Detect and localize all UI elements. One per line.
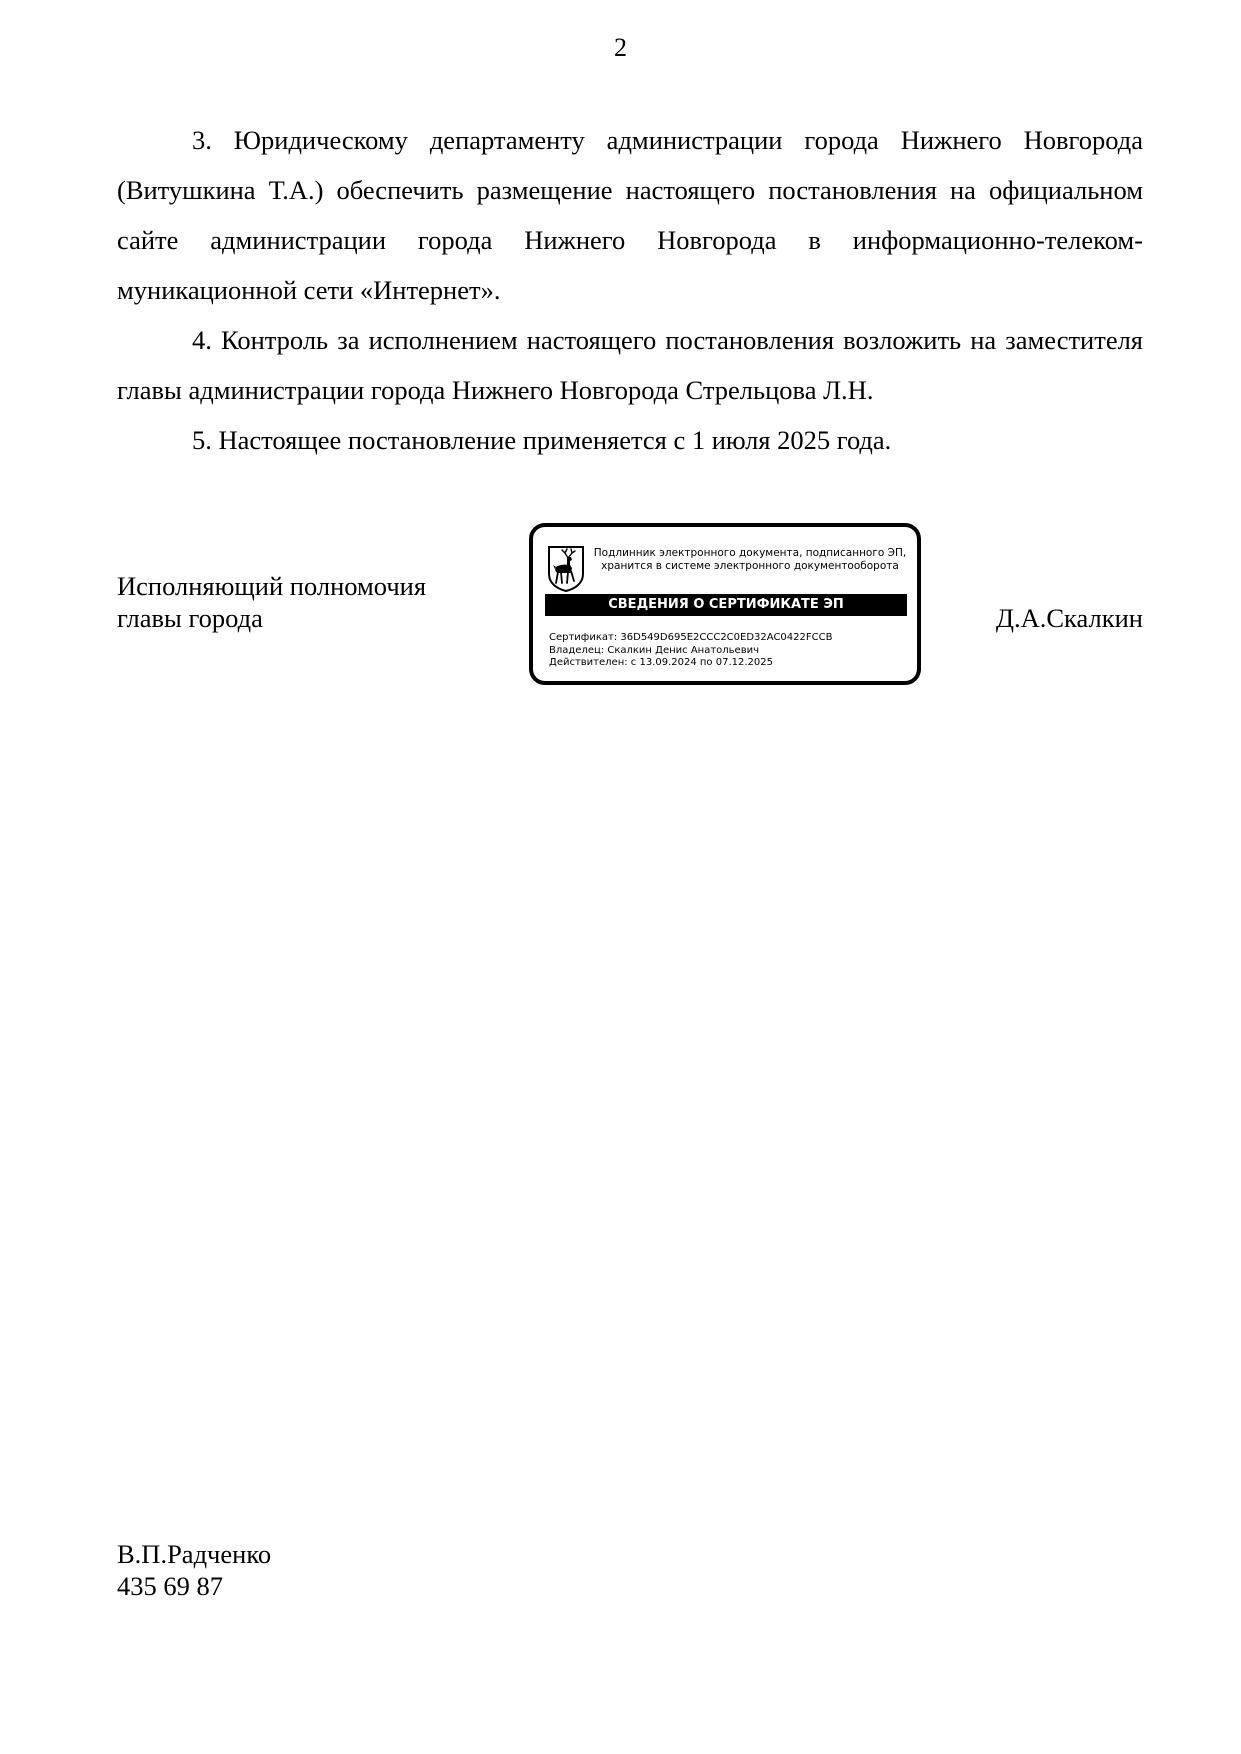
paragraph-5: 5. Настоящее постановление применяется с 1 июля 2025 года. — [192, 425, 892, 455]
signer-title — [117, 570, 426, 634]
electronic-signature-stamp — [529, 523, 921, 685]
certificate-owner: Владелец: Скалкин Денис Анатольевич — [549, 644, 760, 656]
signer-name: Д.А.Скалкин — [995, 603, 1143, 633]
certificate-number: Сертификат: 36D549D695E2CCC2C0ED32AC0422FCCB — [549, 632, 833, 643]
executor-phone: 435 69 87 — [117, 1571, 223, 1601]
certificate-validity: Действителен: с 13.09.2024 по 07.12.2025 — [549, 657, 773, 668]
document-body — [117, 115, 1143, 465]
stamp-banner: СВЕДЕНИЯ О СЕРТИФИКАТЕ ЭП — [545, 594, 907, 616]
signer-title-line-1: Исполняющий полномочия — [117, 571, 427, 601]
stamp-header — [585, 547, 915, 573]
stamp-header-line-2: хранится в системе электронного документооборота — [601, 560, 899, 572]
paragraph-4: 4. Контроль за исполнением настоящего постановления возложить на заместителя главы администрации города Нижнего Новгорода Стрельцова Л.Н. — [117, 325, 1143, 405]
paragraph-3: 3. Юридическому департаменту администрации города Нижнего Новгорода (Витушкина Т.А.) обеспечить размещение настоящего постановления на официальном сайте администрации города Нижнего Новгорода в информационно-телекоммуникационной сети «Интернет». — [117, 125, 1143, 305]
executor-name: В.П.Радченко — [117, 1539, 272, 1569]
stamp-header-line-1: Подлинник электронного документа, подписанного ЭП, — [593, 547, 907, 559]
signer-title-line-2: главы города — [117, 603, 263, 633]
coat-of-arms-icon — [546, 544, 586, 592]
executor-info — [117, 1538, 271, 1602]
page-number: 2 — [614, 33, 627, 62]
certificate-details — [549, 632, 832, 670]
